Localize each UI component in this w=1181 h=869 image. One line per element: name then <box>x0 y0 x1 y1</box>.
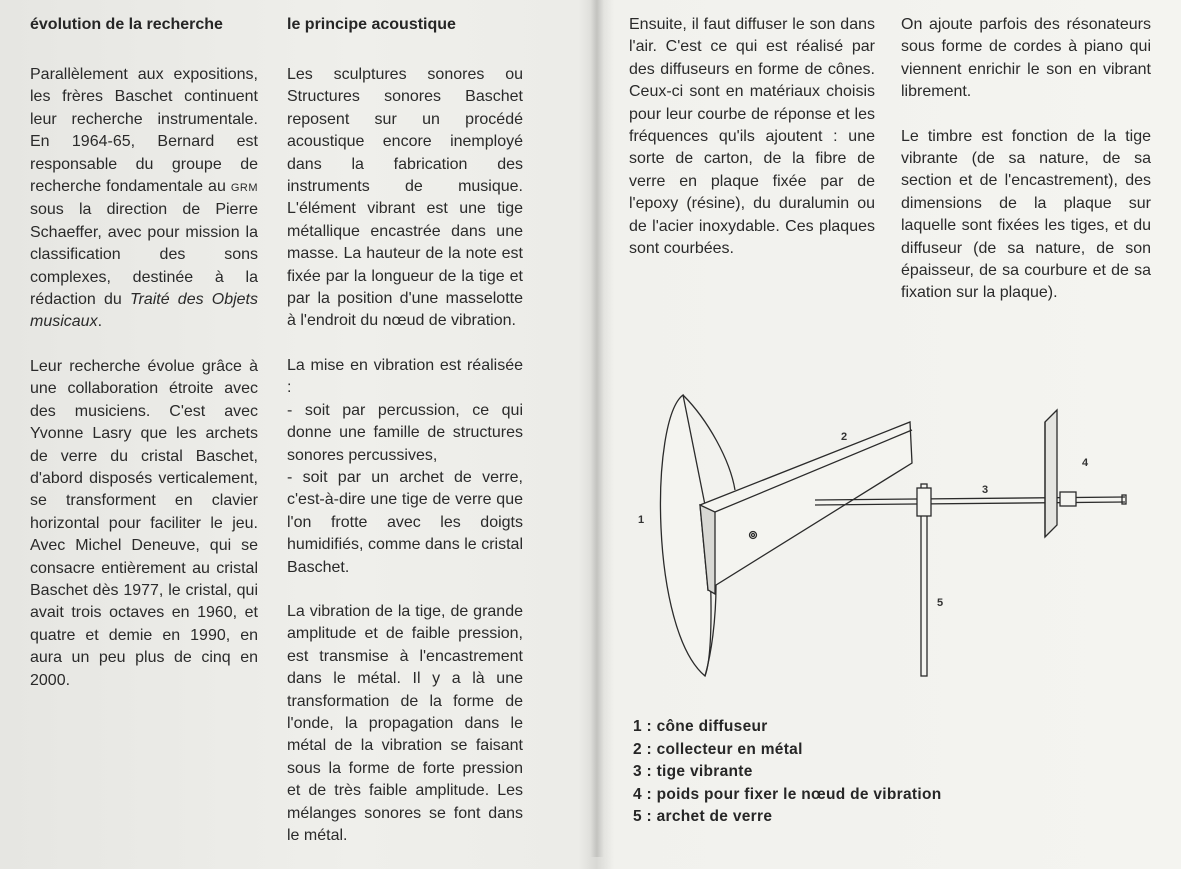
column-diffusion <box>629 14 875 282</box>
paragraph-timbre-1: On ajoute parfois des résonateurs sous forme de cordes à piano qui viennent enrichir le son en vibrant librement. <box>901 16 1151 101</box>
column-evolution <box>30 14 258 714</box>
text: sous la direction de Pierre Schaeffer, avec pour mission la classification des sons complexes, destinée à la rédaction du <box>30 201 258 309</box>
sound-sculpture-diagram <box>620 380 1165 710</box>
paragraph-diffusion-1: Ensuite, il faut diffuser le son dans l'air. C'est ce qui est réalisé par des diffuseurs en forme de cônes. Ceux-ci sont en matériaux choisis pour leur courbe de réponse et les fréquences qu'ils ajoutent : une sorte de carton, de la fibre de verre en plaque fixée par de l'epoxy (résine), du duralumin ou de l'acier inoxydable. Ces plaques sont courbées. <box>629 16 875 258</box>
list-item: - soit par un archet de verre, c'est-à-dire une tige de verre que l'on frotte avec les doigts humidifiés, comme dans le cristal Baschet. <box>287 468 523 576</box>
heading-evolution: évolution de la recherche <box>30 16 223 33</box>
heading-principe: le principe acoustique <box>287 16 456 33</box>
list-intro: La mise en vibration est réalisée : <box>287 356 523 397</box>
diagram-label-5: 5 <box>937 597 944 609</box>
page-fold <box>590 0 604 857</box>
legend-item: 4 : poids pour fixer le nœud de vibration <box>633 785 942 803</box>
column-timbre <box>901 14 1151 327</box>
legend-item: 5 : archet de verre <box>633 808 773 826</box>
diagram-legend <box>633 716 942 829</box>
legend-item: 2 : collecteur en métal <box>633 740 803 758</box>
legend-item: 3 : tige vibrante <box>633 763 753 781</box>
paragraph-principe-2 <box>287 355 523 579</box>
metal-collector-shape <box>700 422 912 590</box>
book-title: Traité des Objets musicaux <box>30 291 258 331</box>
paragraph-evolution-2: Leur recherche évolue grâce à une collaboration étroite avec des musiciens. C'est avec Yvonne Lasry que les archets de verre du cristal Baschet, d'abord disposés verticalement, se transforment en clavier horizontal pour faciliter le jeu. Avec Michel Deneuve, qui se consacre entièrement au cristal Baschet dès 1977, le cristal, qui avait trois octaves en 1960, et quatre et demie en 1990, en aura un peu plus de cinq en 2000. <box>30 357 258 689</box>
paragraph-principe-1: Les sculptures sonores ou Structures sonores Baschet reposent sur un procédé acoustique encore inemployé dans la fabrication des instruments de musique. L'élément vibrant est une tige métallique encastrée dans une masse. La hauteur de la note est fixée par la longueur de la tige et par la position d'une masselotte à l'endroit du nœud de vibration. <box>287 66 523 330</box>
list-item: - soit par percussion, ce qui donne une famille de structures sonores percussives, <box>287 401 523 464</box>
diagram-label-4: 4 <box>1082 457 1089 469</box>
grm-acronym: GRM <box>230 182 258 195</box>
text: Parallèlement aux expositions, les frères Baschet continuent leur recherche instrumentale. En 1964-65, Bernard est responsable du groupe de recherche fondamentale au <box>30 66 258 196</box>
vibrating-rod-shape <box>815 497 1125 500</box>
diagram-label-3: 3 <box>982 484 989 496</box>
weight-shape <box>1045 410 1057 537</box>
text: . <box>97 313 103 331</box>
paragraph-evolution-1 <box>30 64 258 334</box>
legend-item: 1 : cône diffuseur <box>633 718 768 735</box>
paragraph-timbre-2: Le timbre est fonction de la tige vibrante (de sa nature, de sa section et de l'encastrement), des dimensions de la plaque sur laquelle sont fixées les tiges, et du diffuseur (de sa nature, de son épaisseur, de sa courbure et de sa fixation sur la plaque). <box>901 127 1151 302</box>
paragraph-principe-3: La vibration de la tige, de grande amplitude et de faible pression, est transmise à l'encastrement dans le métal. Il y a là une transformation de la forme de l'onde, la propagation dans le métal de la vibration se faisant sous la forme de forte pression et de très faible amplitude. Les mélanges sonores se font dans le métal. <box>287 602 523 844</box>
diagram-label-2: 2 <box>841 431 848 443</box>
diagram-label-1: 1 <box>638 514 645 526</box>
column-principe <box>287 14 523 869</box>
